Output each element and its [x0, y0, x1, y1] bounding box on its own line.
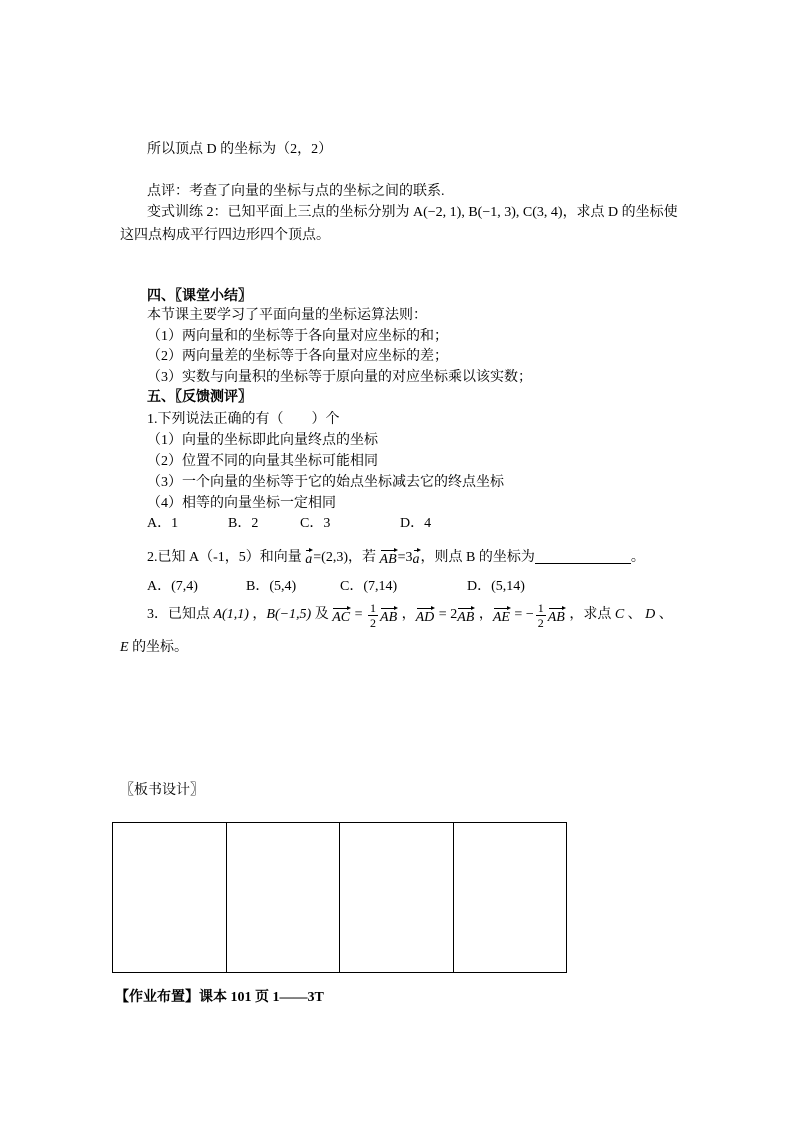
- summary-item-text: （1）两向量和的坐标等于各向量对应坐标的和；: [147, 329, 448, 344]
- board-cell: [226, 823, 340, 973]
- summary-intro-text: 本节课主要学习了平面向量的坐标运算法则：: [147, 308, 427, 323]
- q3-sep: 、: [624, 607, 646, 622]
- question-2-options: [147, 576, 525, 597]
- question-1-statement: [147, 430, 378, 451]
- q3-text-1: 3．已知点: [147, 607, 214, 622]
- point-d: D: [645, 607, 656, 622]
- vector-ab: AB: [457, 606, 475, 625]
- question-1-stem-text: 1.下列说法正确的有（ ）个: [147, 412, 340, 427]
- option-c: C．3: [300, 516, 331, 531]
- summary-intro: [147, 305, 427, 326]
- question-1-statement: [147, 451, 378, 472]
- q3-text-3: ，求点: [565, 607, 615, 622]
- question-1-stem: [147, 409, 340, 430]
- q2-text-4: ，则点 B 的坐标为: [420, 550, 535, 565]
- equals-two: = 2: [435, 607, 458, 622]
- statement-text: （2）位置不同的向量其坐标可能相同: [147, 454, 378, 469]
- summary-item: [147, 326, 448, 347]
- option-c: C．(7,14): [340, 579, 398, 594]
- q2-text-3: =3: [397, 550, 413, 565]
- board-design-heading-text: 〖板书设计〗: [120, 783, 204, 798]
- option-d: D．(5,14): [467, 579, 525, 594]
- q2-text-1: 2.已知 A（-1，5）和向量: [147, 550, 306, 565]
- summary-item-text: （2）两向量差的坐标等于各向量对应坐标的差；: [147, 349, 448, 364]
- feedback-heading: [147, 387, 252, 408]
- equals-sign: =: [351, 607, 367, 622]
- vector-ad: AD: [416, 606, 436, 625]
- vector-a: a: [305, 548, 313, 567]
- point-a: A(1,1): [213, 607, 249, 622]
- q3-sep: 、: [655, 607, 673, 622]
- option-b: B．2: [228, 516, 259, 531]
- variant-exercise-line: [147, 202, 678, 223]
- answer-blank: [535, 549, 631, 564]
- q2-text-5: 。: [630, 550, 645, 565]
- variant-label: 变式训练 2：已知平面上三点的坐标分别为: [147, 205, 413, 220]
- statement-text: （1）向量的坐标即此向量终点的坐标: [147, 433, 378, 448]
- fraction-denominator: 2: [537, 615, 544, 630]
- point-b: B(−1,5): [266, 607, 312, 622]
- vector-a: a: [413, 548, 421, 567]
- board-design-heading: [120, 780, 204, 801]
- summary-heading: [147, 286, 252, 307]
- question-2-stem: [147, 547, 645, 568]
- q3-text-2: 及: [311, 607, 333, 622]
- summary-heading-text: 四、〖课堂小结〗: [147, 289, 252, 304]
- summary-item: [147, 346, 448, 367]
- board-row: [113, 823, 567, 973]
- fraction-numerator: 1: [370, 600, 377, 615]
- summary-item: [147, 367, 532, 388]
- board-design-table: [112, 822, 567, 973]
- q3-text-4: 的坐标。: [128, 640, 189, 655]
- fraction-numerator: 1: [537, 600, 544, 615]
- point-c: C: [614, 607, 625, 622]
- point-e: E: [120, 640, 129, 655]
- board-cell: [340, 823, 454, 973]
- option-a: A．1: [147, 516, 179, 531]
- variant-continuation: 这四点构成平行四边形四个顶点。: [120, 228, 330, 243]
- homework-line: [115, 987, 324, 1008]
- option-a: A．(7,4): [147, 579, 198, 594]
- statement-text: （3）一个向量的坐标等于它的始点坐标减去它的终点坐标: [147, 475, 504, 490]
- vector-ab: AB: [380, 606, 398, 625]
- question-3-continuation: [120, 637, 188, 658]
- fraction-denominator: 2: [370, 615, 377, 630]
- comment-line: [147, 181, 445, 202]
- fraction-one-half: [536, 602, 546, 629]
- variant-continuation-line: [120, 225, 330, 246]
- board-cell: [453, 823, 567, 973]
- feedback-heading-text: 五、〖反馈测评〗: [147, 390, 252, 405]
- question-1-statement: [147, 493, 336, 514]
- comment-text: 点评：考查了向量的坐标与点的坐标之间的联系.: [147, 184, 445, 199]
- vector-ae: AE: [493, 606, 511, 625]
- q2-text-2: =(2,3)，若: [313, 550, 380, 565]
- board-cell: [113, 823, 227, 973]
- vector-ab: AB: [380, 548, 398, 567]
- answer-line: [147, 139, 332, 160]
- summary-item-text: （3）实数与向量积的坐标等于原向量的对应坐标乘以该实数；: [147, 370, 532, 385]
- equals-minus: = −: [510, 607, 534, 622]
- option-d: D．4: [400, 516, 432, 531]
- question-1-options: [147, 513, 431, 534]
- vector-ac: AC: [332, 606, 351, 625]
- q3-sep: ，: [248, 607, 267, 622]
- q3-sep: ，: [475, 607, 493, 622]
- question-3-stem: [147, 600, 673, 630]
- question-1-statement: [147, 472, 504, 493]
- homework-text: 【作业布置】课本 101 页 1——3T: [115, 990, 324, 1005]
- answer-text: 所以顶点 D 的坐标为（2，2）: [147, 142, 333, 157]
- statement-text: （4）相等的向量坐标一定相同: [147, 496, 336, 511]
- variant-tail: ，求点 D 的坐标使: [562, 205, 678, 220]
- q3-sep: ，: [398, 607, 416, 622]
- option-b: B．(5,4): [246, 579, 297, 594]
- vector-ab: AB: [548, 606, 566, 625]
- fraction-one-half: [368, 602, 378, 629]
- variant-points: A(−2, 1), B(−1, 3), C(3, 4): [413, 205, 563, 220]
